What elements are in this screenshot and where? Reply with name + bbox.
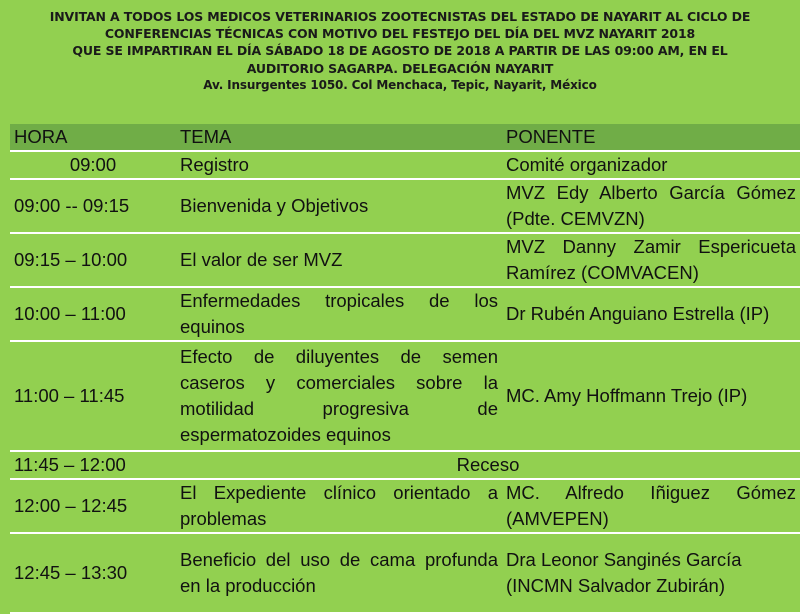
venue-address: Av. Insurgentes 1050. Col Menchaca, Tepic, Nayarit, México (203, 77, 597, 92)
row-hora: 09:00 -- 09:15 (10, 179, 176, 233)
row-hora: 11:00 – 11:45 (10, 341, 176, 451)
row-ponente: Dr Rubén Anguiano Estrella (IP) (502, 287, 800, 341)
table-row (10, 179, 800, 233)
row-tema: Efecto de diluyentes de semen caseros y comerciales sobre la motilidad progresiva de espermatozoides equinos (176, 341, 502, 451)
row-ponente: MVZ Danny Zamir Espericueta Ramírez (COMVACEN) (502, 233, 800, 287)
table-header-row (10, 124, 800, 151)
row-hora: 12:45 – 13:30 (10, 533, 176, 613)
column-header-ponente: PONENTE (502, 124, 800, 151)
row-tema: Bienvenida y Objetivos (176, 179, 502, 233)
header-line-2: CONFERENCIAS TÉCNICAS CON MOTIVO DEL FESTEJO DEL DÍA DEL MVZ NAYARIT 2018 (104, 26, 696, 42)
table-row (10, 479, 800, 533)
schedule-table (10, 124, 800, 614)
invitation-header (0, 0, 800, 112)
table-row (10, 533, 800, 613)
row-ponente: MC. Amy Hoffmann Trejo (IP) (502, 341, 800, 451)
row-tema: Enfermedades tropicales de los equinos (176, 287, 502, 341)
row-ponente: Comité organizador (502, 151, 800, 179)
table-row (10, 151, 800, 179)
table-row (10, 287, 800, 341)
row-ponente: Dra Leonor Sanginés García (INCMN Salvador Zubirán) (502, 533, 800, 613)
table-row (10, 341, 800, 451)
column-header-tema: TEMA (176, 124, 502, 151)
row-ponente: MC. Alfredo Iñiguez Gómez (AMVEPEN) (502, 479, 800, 533)
row-hora: 11:45 – 12:00 (10, 451, 176, 479)
header-line-3: QUE SE IMPARTIRAN EL DÍA SÁBADO 18 DE AGOSTO DE 2018 A PARTIR DE LAS 09:00 AM, EN EL (72, 43, 728, 59)
row-tema: Beneficio del uso de cama profunda en la producción (176, 533, 502, 613)
table-row (10, 233, 800, 287)
row-hora: 12:00 – 12:45 (10, 479, 176, 533)
row-hora: 09:15 – 10:00 (10, 233, 176, 287)
table-row (10, 451, 800, 479)
column-header-hora: HORA (10, 124, 176, 151)
recess-label: Receso (176, 451, 800, 479)
row-hora: 10:00 – 11:00 (10, 287, 176, 341)
row-tema: El valor de ser MVZ (176, 233, 502, 287)
header-line-4: AUDITORIO SAGARPA. DELEGACIÓN NAYARIT (246, 60, 554, 76)
row-tema: Registro (176, 151, 502, 179)
row-tema: El Expediente clínico orientado a problemas (176, 479, 502, 533)
row-ponente: MVZ Edy Alberto García Gómez (Pdte. CEMVZN) (502, 179, 800, 233)
header-line-1: INVITAN A TODOS LOS MEDICOS VETERINARIOS ZOOTECNISTAS DEL ESTADO DE NAYARIT AL CICLO DE (49, 9, 751, 24)
row-hora: 09:00 (10, 151, 176, 179)
